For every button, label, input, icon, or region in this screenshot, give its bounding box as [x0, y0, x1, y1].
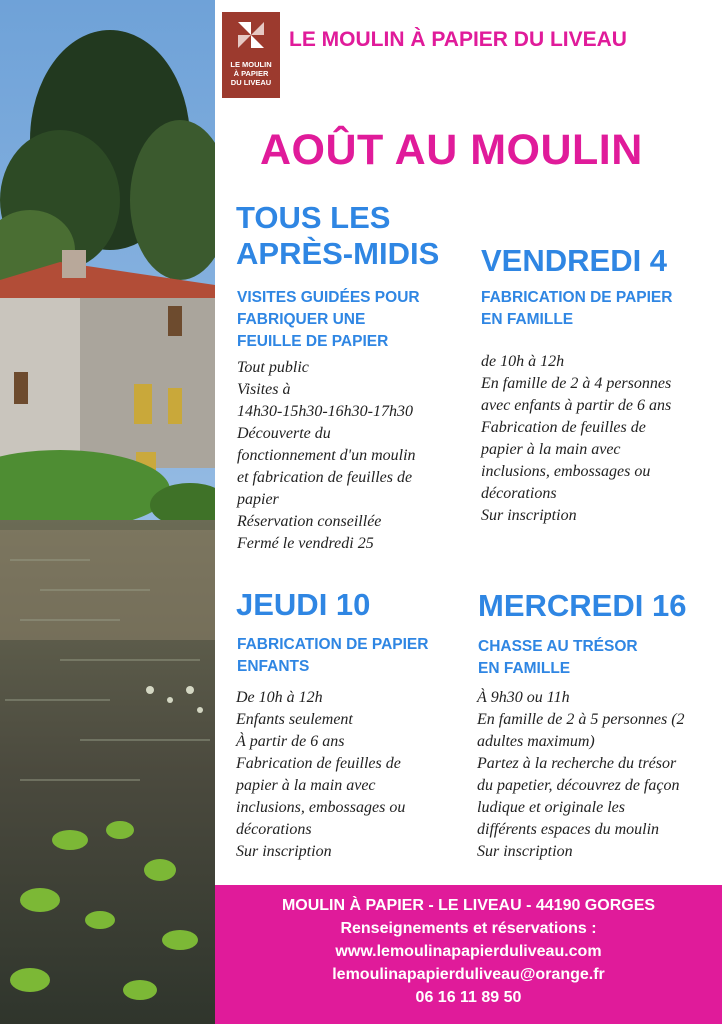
footer-phone[interactable]: 06 16 11 89 50 — [415, 989, 522, 1006]
detail-line: Réservation conseillée — [237, 513, 382, 530]
wednesday-subtitle-line: EN FAMILLE — [478, 660, 571, 677]
detail-line: En famille de 2 à 5 personnes (2 — [477, 711, 685, 728]
thursday-subtitle-line: ENFANTS — [237, 658, 310, 675]
thursday-subtitle — [237, 634, 428, 678]
logo-line-2: À PAPIER — [233, 69, 269, 78]
afternoons-details — [237, 357, 416, 555]
detail-line: décorations — [481, 485, 557, 502]
afternoons-subtitle-line: FEUILLE DE PAPIER — [237, 333, 389, 350]
thursday-subtitle-line: FABRICATION DE PAPIER — [237, 636, 429, 653]
mill-logo — [222, 12, 280, 98]
footer-info: Renseignements et réservations : — [340, 920, 597, 937]
logo-line-1: LE MOULIN — [230, 60, 272, 69]
detail-line: De 10h à 12h — [236, 689, 323, 706]
detail-line: Partez à la recherche du trésor — [477, 755, 677, 772]
detail-line: Fabrication de feuilles de — [481, 419, 646, 436]
afternoons-title-line: APRÈS-MIDIS — [236, 236, 440, 271]
page-title: AOÛT AU MOULIN — [260, 126, 643, 174]
friday-subtitle-line: EN FAMILLE — [481, 311, 574, 328]
detail-line: Découverte du — [237, 425, 331, 442]
wednesday-title: MERCREDI 16 — [478, 588, 687, 623]
afternoons-subtitle-line: FABRIQUER UNE — [237, 311, 366, 328]
friday-subtitle — [481, 287, 672, 331]
detail-line: fonctionnement d'un moulin — [237, 447, 416, 464]
afternoons-subtitle-line: VISITES GUIDÉES POUR — [237, 289, 420, 306]
footer-address: MOULIN À PAPIER - LE LIVEAU - 44190 GORGES — [281, 897, 656, 914]
wednesday-subtitle — [478, 636, 638, 680]
detail-line: et fabrication de feuilles de — [237, 469, 413, 486]
detail-line: Fabrication de feuilles de — [236, 755, 401, 772]
detail-line: Sur inscription — [481, 507, 577, 524]
detail-line: Tout public — [237, 359, 309, 376]
contact-footer — [215, 885, 722, 1024]
detail-line: En famille de 2 à 4 personnes — [481, 375, 672, 392]
detail-line: Enfants seulement — [236, 711, 353, 728]
afternoons-title — [236, 200, 439, 272]
detail-line: papier — [237, 491, 279, 508]
friday-title: VENDREDI 4 — [481, 243, 668, 278]
detail-line: du papetier, découvrez de façon — [477, 777, 680, 794]
detail-line: À partir de 6 ans — [236, 733, 345, 750]
detail-line: Sur inscription — [477, 843, 573, 860]
afternoons-subtitle — [237, 287, 420, 353]
org-title: LE MOULIN À PAPIER DU LIVEAU — [289, 28, 627, 51]
friday-details — [481, 351, 671, 527]
pinwheel-icon — [236, 20, 266, 50]
footer-website-link[interactable]: www.lemoulinapapierduliveau.com — [335, 943, 602, 960]
detail-line: différents espaces du moulin — [477, 821, 660, 838]
detail-line: Visites à — [237, 381, 291, 398]
detail-line: Sur inscription — [236, 843, 332, 860]
detail-line: adultes maximum) — [477, 733, 595, 750]
mill-photo — [0, 0, 215, 1024]
detail-line: décorations — [236, 821, 312, 838]
logo-line-3: DU LIVEAU — [230, 78, 272, 87]
wednesday-subtitle-line: CHASSE AU TRÉSOR — [478, 638, 638, 655]
detail-line: ludique et originale les — [477, 799, 625, 816]
detail-line: papier à la main avec — [481, 441, 621, 458]
detail-line: inclusions, embossages ou — [236, 799, 406, 816]
detail-line: de 10h à 12h — [481, 353, 565, 370]
detail-line: inclusions, embossages ou — [481, 463, 651, 480]
detail-line: papier à la main avec — [236, 777, 376, 794]
thursday-details — [236, 687, 405, 863]
footer-email-link[interactable]: lemoulinapapierduliveau@orange.fr — [332, 966, 605, 983]
detail-line: À 9h30 ou 11h — [477, 689, 570, 706]
detail-line: avec enfants à partir de 6 ans — [481, 397, 672, 414]
thursday-title: JEUDI 10 — [236, 587, 371, 622]
friday-subtitle-line: FABRICATION DE PAPIER — [481, 289, 673, 306]
detail-line: 14h30-15h30-16h30-17h30 — [237, 403, 413, 420]
detail-line: Fermé le vendredi 25 — [237, 535, 374, 552]
afternoons-title-line: TOUS LES — [236, 200, 391, 235]
wednesday-details — [477, 687, 685, 863]
